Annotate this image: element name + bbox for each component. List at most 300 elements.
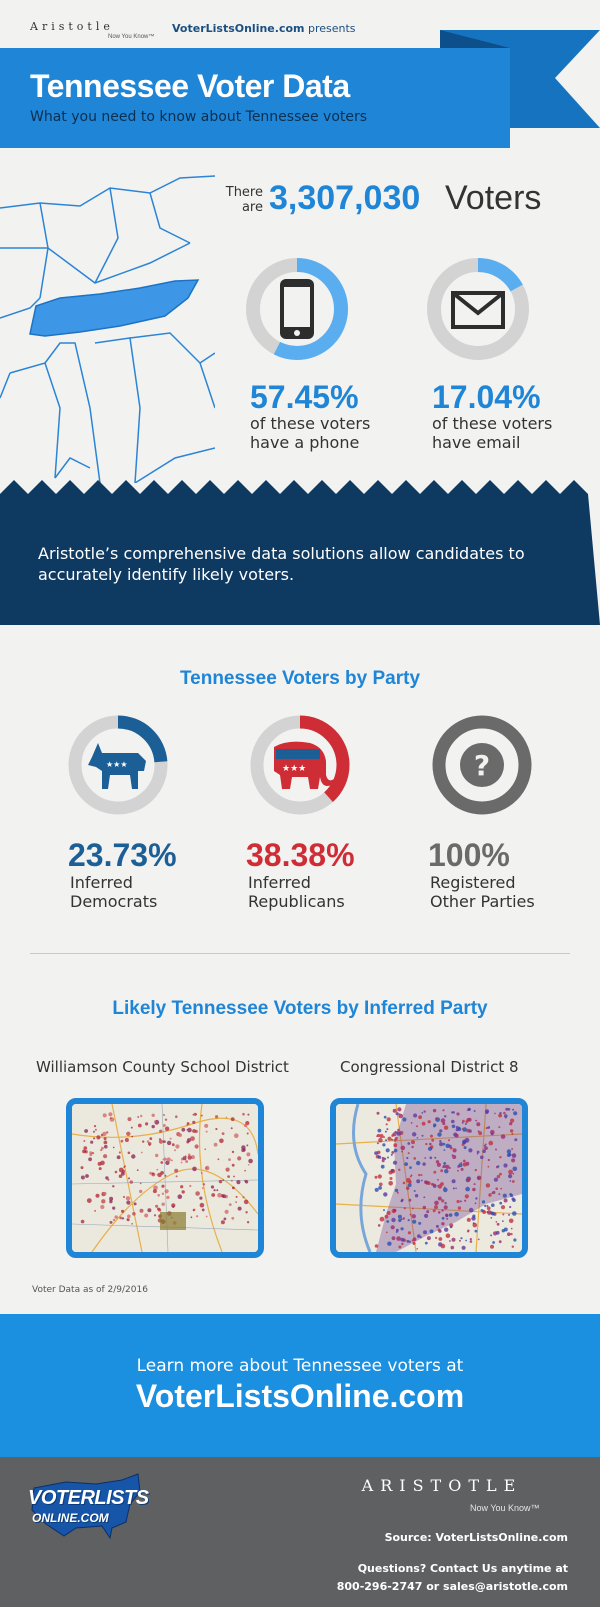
voter-dot	[488, 1193, 491, 1196]
voter-dot	[200, 1203, 205, 1208]
voter-dot	[246, 1152, 250, 1156]
voter-dot	[425, 1143, 427, 1145]
voter-dot	[430, 1229, 434, 1233]
voter-dot	[446, 1218, 448, 1220]
voter-dot	[233, 1176, 235, 1178]
voter-dot	[203, 1183, 205, 1185]
voter-dot	[505, 1108, 508, 1111]
voter-dot	[391, 1218, 395, 1222]
williamson-district-map	[66, 1098, 264, 1258]
voter-dot	[438, 1211, 441, 1214]
voter-dot	[444, 1149, 446, 1151]
voter-dot	[443, 1162, 446, 1165]
phone-icon	[280, 279, 314, 339]
voter-dot	[468, 1148, 472, 1152]
voter-dot	[167, 1157, 171, 1161]
voter-dot	[429, 1143, 432, 1146]
voter-dot	[467, 1218, 471, 1222]
voter-dot	[160, 1161, 163, 1164]
voter-dot	[490, 1217, 492, 1219]
voter-dot	[416, 1161, 420, 1165]
voter-dot	[395, 1137, 398, 1140]
voter-dot	[411, 1146, 413, 1148]
voter-dot	[512, 1197, 515, 1200]
voter-dot	[439, 1237, 443, 1241]
voter-dot	[192, 1129, 196, 1133]
voter-dot	[412, 1132, 416, 1136]
voter-dot	[232, 1187, 235, 1190]
voter-dot	[497, 1223, 500, 1226]
voter-dot	[424, 1157, 426, 1159]
voter-dot	[157, 1208, 160, 1211]
voter-dot	[502, 1214, 504, 1216]
voter-dot	[511, 1228, 513, 1230]
voter-dot	[159, 1130, 162, 1133]
voter-dot	[494, 1113, 496, 1115]
voter-dot	[113, 1219, 115, 1221]
voter-dot	[96, 1135, 100, 1139]
phone-stat-desc-1: of these voters	[250, 414, 371, 433]
other-value: 100%	[428, 837, 510, 873]
map-label-williamson: Williamson County School District	[36, 1058, 289, 1076]
voter-dot	[474, 1183, 476, 1185]
voter-dot	[444, 1126, 448, 1130]
voter-dot	[487, 1126, 490, 1129]
voter-dot	[508, 1214, 510, 1216]
voter-dot	[160, 1171, 164, 1175]
voter-dot	[490, 1130, 495, 1135]
voter-dot	[387, 1117, 391, 1121]
aristotle-tagline: Now You Know™	[108, 34, 155, 40]
republican-value: 38.38%	[246, 837, 355, 873]
voter-dot	[409, 1166, 412, 1169]
voter-dot	[117, 1155, 121, 1159]
voter-dot	[108, 1112, 112, 1116]
voter-dot	[444, 1205, 448, 1209]
voter-dot	[484, 1205, 486, 1207]
voter-dot	[248, 1159, 253, 1164]
voter-dot	[441, 1199, 444, 1202]
voter-dot	[374, 1151, 378, 1155]
voter-dot	[509, 1219, 514, 1224]
voter-dot	[452, 1155, 456, 1159]
voter-dot	[433, 1209, 436, 1212]
voter-dot	[377, 1134, 380, 1137]
voter-dot	[478, 1239, 480, 1241]
voter-dot	[430, 1135, 433, 1138]
republican-label-2: Republicans	[248, 892, 345, 911]
voter-dot	[247, 1221, 249, 1223]
voter-dot	[378, 1186, 382, 1190]
democrat-value: 23.73%	[68, 837, 177, 873]
voter-dot	[222, 1194, 226, 1198]
cta-link[interactable]: VoterListsOnline.com	[135, 1378, 465, 1414]
voter-dot	[484, 1145, 486, 1147]
voter-dot	[499, 1156, 501, 1158]
voter-dot	[482, 1200, 485, 1203]
voter-dot	[475, 1197, 477, 1199]
voter-dot	[462, 1140, 466, 1144]
footer-source[interactable]: Source: VoterListsOnline.com	[384, 1531, 568, 1544]
voter-dot	[422, 1135, 424, 1137]
voter-dot	[81, 1176, 85, 1180]
voter-dot	[211, 1193, 215, 1197]
voter-dot	[187, 1129, 189, 1131]
voter-dot	[400, 1238, 404, 1242]
voter-dot	[470, 1238, 472, 1240]
voter-dot	[444, 1202, 446, 1204]
voter-dot	[189, 1185, 191, 1187]
voter-dot	[412, 1214, 416, 1218]
voter-dot	[511, 1154, 513, 1156]
voter-dot	[232, 1151, 234, 1153]
footer-questions: Questions? Contact Us anytime at	[357, 1562, 568, 1575]
voter-dot	[128, 1152, 131, 1155]
voter-dot	[481, 1209, 484, 1212]
voter-dot	[238, 1207, 242, 1211]
voter-dot	[418, 1222, 421, 1225]
voter-dot	[423, 1206, 426, 1209]
voter-dot	[401, 1227, 404, 1230]
voter-dot	[378, 1129, 382, 1133]
voter-dot	[131, 1136, 133, 1138]
voter-dot	[93, 1131, 95, 1133]
voter-dot	[451, 1111, 453, 1113]
voter-dot	[157, 1174, 159, 1176]
voter-dot	[464, 1146, 467, 1149]
voter-dot	[507, 1232, 511, 1236]
phone-stat-desc-2: have a phone	[250, 433, 360, 452]
voter-dot	[453, 1187, 455, 1189]
voter-dot	[510, 1233, 512, 1235]
voter-dot	[393, 1109, 397, 1113]
voter-dot	[428, 1120, 431, 1123]
voter-dot	[176, 1175, 178, 1177]
voter-dot	[167, 1141, 171, 1145]
elephant-icon	[274, 742, 334, 789]
voter-dot	[386, 1123, 388, 1125]
voter-dot	[175, 1144, 179, 1148]
voter-dot	[434, 1205, 438, 1209]
voter-dot	[416, 1248, 418, 1250]
voter-dot	[449, 1240, 451, 1242]
voter-dot	[163, 1140, 166, 1143]
voter-dot	[471, 1216, 475, 1220]
voter-dot	[162, 1193, 164, 1195]
voter-count: 3,307,030	[269, 179, 421, 217]
voter-dot	[214, 1143, 218, 1147]
voter-dot	[100, 1205, 104, 1209]
voter-dot	[217, 1193, 222, 1198]
voter-dot	[243, 1196, 245, 1198]
voter-dot	[194, 1113, 197, 1116]
footer-contact[interactable]: 800-296-2747 or sales@aristotle.com	[336, 1580, 568, 1593]
voter-dot	[401, 1146, 406, 1151]
voter-dot	[496, 1221, 498, 1223]
voter-dot	[403, 1217, 405, 1219]
voter-dot	[204, 1148, 206, 1150]
voter-dot	[188, 1156, 192, 1160]
voter-dot	[475, 1230, 478, 1233]
voter-dot	[163, 1114, 165, 1116]
voter-dot	[445, 1165, 449, 1169]
voter-dot	[119, 1217, 122, 1220]
voter-dot	[218, 1158, 220, 1160]
cta-line-1: Learn more about Tennessee voters at	[136, 1356, 464, 1376]
page-subtitle: What you need to know about Tennessee voters	[30, 109, 368, 125]
voter-dot	[402, 1117, 406, 1121]
voter-dot	[512, 1109, 514, 1111]
voter-dot	[462, 1122, 464, 1124]
voter-dot	[378, 1138, 383, 1143]
voter-dot	[224, 1218, 227, 1221]
email-icon	[453, 293, 503, 327]
voter-dot	[444, 1115, 446, 1117]
voter-dot	[204, 1124, 208, 1128]
voter-dot	[411, 1122, 413, 1124]
voter-dot	[112, 1207, 115, 1210]
voter-dot	[462, 1128, 464, 1130]
voter-dot	[455, 1134, 459, 1138]
voter-dot	[164, 1175, 166, 1177]
voter-dot	[154, 1120, 156, 1122]
voter-dot	[408, 1183, 412, 1187]
voter-dot	[498, 1126, 500, 1128]
voter-dot	[440, 1169, 443, 1172]
email-stat-value: 17.04%	[432, 379, 541, 415]
voter-dot	[396, 1231, 398, 1233]
voter-dot	[439, 1129, 442, 1132]
voter-dot	[437, 1179, 439, 1181]
voter-dot	[193, 1209, 195, 1211]
voter-dot	[201, 1172, 203, 1174]
voter-dot	[391, 1225, 395, 1229]
email-donut	[424, 255, 532, 363]
voter-dot	[482, 1149, 486, 1153]
voter-dot	[418, 1174, 420, 1176]
voter-dot	[245, 1211, 247, 1213]
voter-dot	[478, 1131, 482, 1135]
voter-dot	[174, 1149, 176, 1151]
voter-dot	[94, 1210, 96, 1212]
voter-dot	[433, 1171, 436, 1174]
voter-dot	[154, 1214, 156, 1216]
voter-dot	[202, 1209, 205, 1212]
voter-dot	[398, 1246, 401, 1249]
voter-dot	[171, 1159, 173, 1161]
voter-dot	[172, 1206, 174, 1208]
email-stat	[432, 380, 552, 452]
voter-dot	[90, 1141, 93, 1144]
voter-dot	[424, 1214, 428, 1218]
other-label-1: Registered	[430, 873, 516, 892]
voter-dot	[244, 1200, 249, 1205]
voter-dot	[422, 1122, 426, 1126]
voter-dot	[513, 1238, 516, 1241]
voter-dot	[155, 1205, 158, 1208]
voter-dot	[110, 1117, 112, 1119]
voter-dot	[99, 1167, 102, 1170]
voter-dot	[490, 1234, 492, 1236]
voter-dot	[390, 1177, 393, 1180]
voter-dot	[84, 1129, 88, 1133]
voter-dot	[236, 1196, 238, 1198]
voter-dot	[107, 1179, 109, 1181]
voter-dot	[448, 1139, 450, 1141]
voter-dot	[435, 1117, 437, 1119]
voter-dot	[446, 1233, 451, 1238]
voter-dot	[501, 1134, 506, 1139]
voter-dot	[455, 1188, 457, 1190]
democrat-label-2: Democrats	[70, 892, 158, 911]
voter-dot	[468, 1118, 472, 1122]
voter-dot	[381, 1165, 385, 1169]
voter-dot	[201, 1115, 203, 1117]
voter-dot	[423, 1230, 427, 1234]
voter-dot	[109, 1197, 113, 1201]
voter-dot	[444, 1169, 448, 1173]
voter-dot	[454, 1212, 459, 1217]
voter-dot	[428, 1147, 432, 1151]
voter-dot	[164, 1158, 167, 1161]
voter-dot	[475, 1202, 477, 1204]
voter-dot	[409, 1199, 412, 1202]
voter-dot	[477, 1151, 480, 1154]
voter-dot	[393, 1161, 397, 1165]
voter-dot	[246, 1144, 248, 1146]
voter-dot	[178, 1133, 182, 1137]
voter-dot	[228, 1158, 231, 1161]
voter-dot	[438, 1228, 441, 1231]
voter-dot	[397, 1107, 401, 1111]
voter-dot	[226, 1168, 230, 1172]
voter-dot	[424, 1110, 426, 1112]
voter-dot	[379, 1134, 383, 1138]
voter-dot	[157, 1194, 160, 1197]
data-as-of: Voter Data as of 2/9/2016	[32, 1285, 148, 1295]
voter-dot	[386, 1232, 388, 1234]
footer-brand: ARISTOTLE	[361, 1476, 523, 1495]
voter-dot	[441, 1244, 446, 1249]
republican-label-1: Inferred	[248, 873, 311, 892]
section-divider	[30, 953, 570, 954]
map-label-district-8: Congressional District 8	[340, 1058, 519, 1076]
voter-dot	[510, 1129, 513, 1132]
voter-dot	[128, 1177, 130, 1179]
voter-dot	[159, 1138, 161, 1140]
voter-dot	[94, 1125, 96, 1127]
voter-dot	[119, 1168, 124, 1173]
voter-dot	[420, 1236, 422, 1238]
voter-dot	[412, 1239, 414, 1241]
voter-dot	[416, 1125, 418, 1127]
voter-dot	[221, 1220, 225, 1224]
voter-dot	[121, 1140, 124, 1143]
voter-dot	[397, 1131, 401, 1135]
voter-dot	[384, 1116, 387, 1119]
voter-dot	[502, 1229, 505, 1232]
voter-dot	[235, 1201, 237, 1203]
voter-dot	[231, 1217, 234, 1220]
voter-dot	[401, 1243, 403, 1245]
voter-dot	[393, 1143, 397, 1147]
voter-dot	[165, 1127, 169, 1131]
voter-dot	[185, 1155, 187, 1157]
other-label-2: Other Parties	[430, 892, 535, 911]
voter-dot	[497, 1175, 500, 1178]
presents-site[interactable]: VoterListsOnline.com	[172, 22, 305, 35]
voter-dot	[162, 1203, 165, 1206]
voter-dot	[387, 1211, 391, 1215]
voter-dot	[495, 1149, 497, 1151]
voter-dot	[161, 1185, 164, 1188]
voter-dot	[113, 1147, 115, 1149]
voter-dot	[152, 1125, 155, 1128]
voter-count-prefix: There are	[225, 185, 263, 215]
voter-dot	[456, 1112, 459, 1115]
voter-dot	[115, 1215, 118, 1218]
voter-dot	[131, 1154, 135, 1158]
voter-dot	[465, 1120, 468, 1123]
voter-dot	[181, 1128, 185, 1132]
voter-dot	[450, 1226, 452, 1228]
voter-dot	[401, 1218, 403, 1220]
voter-dot	[457, 1200, 460, 1203]
voter-dot	[439, 1142, 443, 1146]
voter-dot	[382, 1157, 385, 1160]
voter-dot	[477, 1176, 482, 1181]
voter-dot	[490, 1245, 494, 1249]
voter-dot	[502, 1220, 504, 1222]
voter-count-word: Voters	[445, 179, 542, 217]
voter-dot	[426, 1210, 429, 1213]
voter-dot	[499, 1240, 502, 1243]
voter-dot	[103, 1192, 106, 1195]
voter-dot	[110, 1221, 113, 1224]
aristotle-wordmark: Aristotle	[30, 20, 114, 33]
voter-dot	[127, 1215, 131, 1219]
voter-dot	[408, 1219, 410, 1221]
voter-dot	[461, 1162, 463, 1164]
voter-dot	[385, 1215, 389, 1219]
voter-dot	[231, 1117, 235, 1121]
voter-dot	[81, 1166, 84, 1169]
voter-dot	[236, 1180, 240, 1184]
voter-dot	[205, 1166, 210, 1171]
voter-dot	[377, 1112, 380, 1115]
voter-dot	[413, 1242, 416, 1245]
voter-dot	[393, 1209, 396, 1212]
voter-dot	[225, 1210, 229, 1214]
voter-dot	[503, 1112, 506, 1115]
voter-dot	[244, 1170, 246, 1172]
voter-dot	[463, 1162, 467, 1166]
voter-dot	[186, 1124, 188, 1126]
voter-dot	[379, 1183, 383, 1187]
voter-dot	[398, 1215, 402, 1219]
voter-dot	[93, 1137, 95, 1139]
voter-dot	[103, 1154, 107, 1158]
voter-dot	[451, 1246, 455, 1250]
voter-dot	[104, 1141, 108, 1145]
voter-dot	[401, 1199, 403, 1201]
voter-dot	[508, 1170, 513, 1175]
voter-dot	[430, 1157, 433, 1160]
voter-dot	[115, 1171, 118, 1174]
voter-dot	[383, 1209, 385, 1211]
voter-dot	[449, 1213, 453, 1217]
voter-dot	[392, 1236, 396, 1240]
